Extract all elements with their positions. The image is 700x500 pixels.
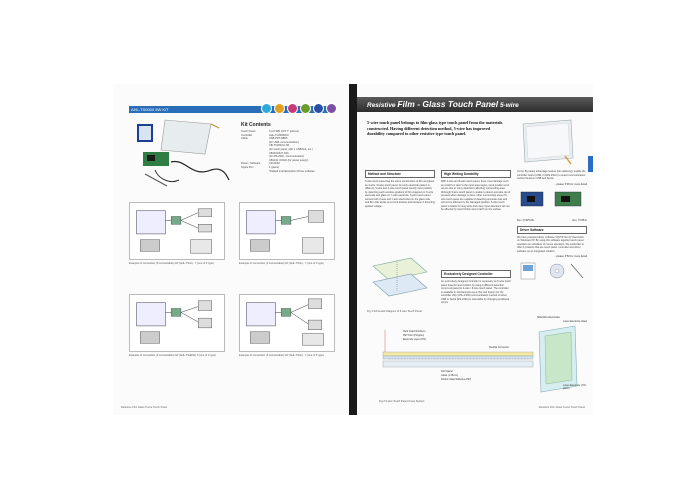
- column-controller: [441, 270, 511, 305]
- category-dot: [326, 103, 337, 114]
- section-title: Method and Structure: [365, 170, 435, 178]
- section-text: 5-wire touch panel has the same construction of film and glass as 4-wire / 8-wire touch panel, but only electrode pattern is different. 5-wire and 4-wire touch panel specify input position by detecting each resistive gradient of film wrapped on X-wire electrode and glass on Y-wire electrode. 5-wire touch panel senses both X-axis and Y-axis electrodes on the glass side, and film side works as current division tool between 4 detecting applied voltage.: [365, 180, 435, 208]
- layer-label: Dot Spacer: [441, 370, 453, 373]
- layer-label: Electrode Layer (ITO): [403, 338, 426, 341]
- category-dot: [313, 103, 324, 114]
- kit-key: Touch Panel: [241, 130, 256, 133]
- kit-value: USB PRT-NB05: [269, 137, 288, 141]
- section-text: With 4-wire and 8-wire touch panel, there must damage such as scratch or dent to the input area region, input position error occurs due to many distortions affecting surrounding area. Although 5-wire touch panel is unable to detect accurate dot of pressed when damage is done, other surrounding area of 5-wire touch panel are capable of detecting accurate dots and will not be affected by the damaged position. 5-wire touch panel is stable for long write and many input directions will not be affected by input friction and scratch on the surface.: [441, 180, 511, 211]
- category-dot: [287, 103, 298, 114]
- section-text: We have prepared driver software *2(NTP Ver.4)* that works on Windows XP. By using this software together touch panel operation as substitute of mouse operation. We would like to offer 3 products that are touch panel, controller and driver software as an integrated solution.: [517, 235, 584, 253]
- kit-contents-title: Kit Contents: [241, 122, 271, 128]
- page-gutter: [349, 84, 357, 415]
- section-title: Exclusively Designed Controller: [441, 270, 511, 278]
- diagram-caption: Example of connection (3 connectable) GP (AHL-TS/G) - 7 (one of 3 type): [239, 262, 324, 265]
- diagram-caption: Example of connection (5 connectable) GP (AHL-TS/G) - 7 (one of 5 type): [129, 262, 214, 265]
- kit-key: Stylus Pen: [241, 165, 254, 169]
- section-text: An exclusively designed controller is necessary as 5-wire touch panel detects input position by using a different detection circuit compared to 4-wire / 8-wire touch panel. The controller is available in interface/pins as a chip and board. For the controller chip (AHL-C230) communication method of either USB or Serial (RS-232C) is selectable by changing peripheral circuit.: [441, 280, 511, 304]
- figure-caption: Fig.2 5-wire Touch Panel Cross Section: [379, 400, 425, 403]
- section-text: circuit. By taking advantage feature (No soldering), enable the controller board (USB, 2.0/RS-232C) to select communication method between USB and Serial.: [517, 170, 586, 180]
- layer-label: Lower Electrode Glass: [563, 320, 588, 323]
- brochure-spread: [113, 84, 593, 415]
- column-controller-cont: [517, 170, 587, 287]
- column-method: [365, 170, 435, 208]
- kit-value: UB-TC0004-F-08: [269, 144, 289, 148]
- connection-diagram: [129, 294, 225, 352]
- section-title: High Writing Durability: [441, 170, 511, 178]
- kit-value: (for RS-232C, communication): [269, 155, 305, 159]
- column-durability: [441, 170, 511, 212]
- schematic-diagram: [367, 252, 433, 308]
- kit-value: *Default interface/option Driver software: [269, 169, 315, 173]
- left-page: [113, 84, 349, 415]
- page-folio: Resistive Film Glass 5-wire Touch Panel: [538, 406, 585, 409]
- figure-caption: Fig.1 Schematic Diagram of 5-wire Touch Panel: [367, 310, 422, 313]
- diagram-caption: Example of connection (3 connectable) GP (AHL-TS/ENG) 5 (one of 3 type): [129, 354, 216, 357]
- section-title: Driver Software: [517, 226, 587, 234]
- category-dot: [274, 103, 285, 114]
- title-suffix: 5-wire: [499, 102, 519, 109]
- section-tab: [588, 156, 593, 172]
- kit-value: UB-RG0427-F6C: [269, 151, 289, 155]
- kit-key: [241, 170, 269, 174]
- kit-value: 1 (piece): [269, 165, 280, 169]
- layer-label: Double Sided Adhesive PET: [441, 378, 472, 381]
- kit-key: Driver / Software: [241, 162, 261, 166]
- software-package-photo: [517, 260, 587, 282]
- category-dot: [300, 103, 311, 114]
- connection-diagram: [239, 202, 335, 260]
- kit-value: AHL-TC0000W-F: [269, 133, 289, 137]
- category-dots: [261, 103, 337, 114]
- page-reference[interactable]: ...please P.36 for more detail: [554, 182, 587, 186]
- layer-label: Slide/Wire Electrodes: [537, 316, 560, 319]
- touch-panel-photo: [517, 116, 579, 166]
- kit-value: (for USB, communication): [269, 140, 299, 144]
- cross-section-labels-lower: [441, 370, 471, 382]
- controller-products-photo: [517, 188, 587, 214]
- diagram-caption: Example of connection (5 connectable) GP (AHL-TS/G) - 7 (one of 5 type): [239, 354, 324, 357]
- board-label: Rev. TC5B3v: [572, 218, 587, 222]
- kit-value: 5-1/2"WD 16:9 7" (pieces): [269, 130, 299, 133]
- section-tag: AHL-TS0000 5W KIT: [131, 107, 169, 112]
- cross-section-labels: [403, 330, 426, 342]
- connection-diagram: [239, 294, 335, 352]
- right-page: [357, 84, 593, 415]
- kit-key: Controller: [241, 133, 253, 137]
- page-folio: Resistive Film Glass 5-wire Touch Panel: [121, 406, 168, 409]
- kit-row: [241, 170, 337, 174]
- kit-photo: [131, 118, 233, 188]
- layer-label: PET Film (Polyplex): [403, 334, 425, 337]
- layer-label: Glass (1.35mm): [441, 374, 459, 377]
- title-main: Film - Glass Touch Panel: [397, 99, 499, 109]
- page-title: [367, 99, 519, 111]
- connection-diagram: [129, 202, 225, 260]
- chip-label: Rev. (ICB/5)-BL: [517, 218, 535, 222]
- intro-text: 5-wire touch panel belongs to film-glass type touch panel from the materials constructed. Having different detection method, 5-wire has improved durability compared to other resistive type touch panel.: [367, 120, 503, 137]
- title-prefix: Resistive: [367, 102, 396, 109]
- kit-value: (for touch panel, with 1 USB/hub, ext.): [269, 147, 313, 151]
- kit-value: UB-RA1 OOHK (for power supply): [269, 158, 309, 162]
- layer-label: Flexible Connector: [489, 346, 509, 349]
- kit-value: CD-ROM: [269, 162, 280, 166]
- category-dot: [261, 103, 272, 114]
- page-reference[interactable]: ...please P.50 for more detail: [554, 255, 587, 258]
- layer-label: Hard Coat Film/Deco: [403, 330, 426, 333]
- kit-contents-table: [241, 130, 337, 173]
- layer-label: Lower Electrode (ITO, glass): [563, 384, 587, 390]
- kit-key: Cable: [241, 137, 248, 141]
